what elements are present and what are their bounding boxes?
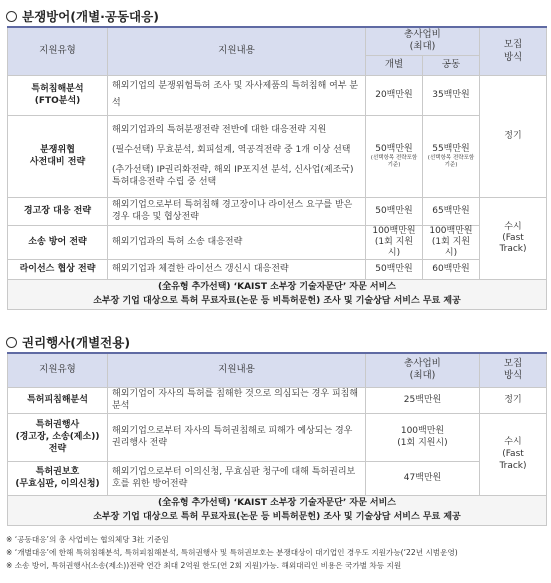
amount-value: 50백만원	[375, 144, 413, 154]
section1-title: 분쟁방어(개별·공동대응)	[6, 7, 159, 25]
table-row	[8, 225, 547, 259]
header-budget: 총사업비 (최대)	[366, 353, 480, 387]
kaist-advisory-note	[8, 279, 547, 309]
header-individual: 개별	[366, 55, 423, 75]
table-row	[8, 461, 547, 495]
row-type: 분쟁위협 사전대비 전략	[8, 115, 108, 197]
dispute-defense-table	[7, 26, 547, 310]
circle-bullet-icon	[6, 11, 17, 22]
method-rolling: 수시 (Fast Track)	[480, 413, 547, 495]
row-desc: 해외기업과의 특허 소송 대응전략	[108, 225, 366, 259]
amount-joint: 65백만원	[423, 197, 480, 225]
amount-individual: 50백만원	[366, 197, 423, 225]
method-rolling: 수시 (Fast Track)	[480, 197, 547, 279]
section2-title: 권리행사(개별전용)	[6, 333, 130, 351]
method-regular: 정기	[480, 387, 547, 413]
note-line: (全유형 추가선택) ‘KAIST 소부장 기술자문단’ 자문 서비스	[158, 282, 396, 292]
circle-bullet-icon	[6, 337, 17, 348]
table-row	[8, 495, 547, 525]
amount-subnote: (선택항목 전략포함 기준)	[370, 155, 418, 168]
table-row	[8, 75, 547, 115]
header-method: 모집 방식	[480, 27, 547, 75]
amount-value: 55백만원	[432, 144, 470, 154]
row-desc	[108, 115, 366, 197]
kaist-advisory-note	[8, 495, 547, 525]
footnote: ※ 소송 방어, 특허권행사(소송(제소))전략 연간 최대 2억원 한도(연 2회 지원)가능. 해외대리인 비용은 국가별 차등 지원	[6, 561, 402, 570]
header-content: 지원내용	[108, 27, 366, 75]
header-type: 지원유형	[8, 353, 108, 387]
amount-value: 100백만원 (1회 지원시)	[366, 413, 480, 461]
footnote: ※ ‘개별대응’에 한해 특허침해분석, 특허피침해분석, 특허권행사 및 특허권보호는 분쟁대상이 대기업인 경우도 지원가능(‘22년 시범운영)	[6, 548, 458, 557]
amount-joint: 60백만원	[423, 259, 480, 279]
table-row	[8, 115, 547, 197]
method-regular: 정기	[480, 75, 547, 197]
amount-subnote: (선택항목 전략포함 기준)	[427, 155, 475, 168]
desc-line: (필수선택) 무효분석, 회피설계, 역공격전략 중 1개 이상 선택	[112, 145, 351, 155]
row-type: 경고장 대응 전략	[8, 197, 108, 225]
footnote: ※ ‘공동대응’의 총 사업비는 협의체당 3社 기준임	[6, 535, 169, 544]
amount-value: 25백만원	[366, 387, 480, 413]
desc-line: (추가선택) IP권리화전략, 해외 IP포지션 분석, 신사업(제조국) 특허대응전략 수립 중 선택	[112, 165, 354, 187]
amount-individual	[366, 115, 423, 197]
table-row	[8, 413, 547, 461]
amount-joint: 35백만원	[423, 75, 480, 115]
row-type: 특허권보호 (무효심판, 이의신청)	[8, 461, 108, 495]
table-row	[8, 387, 547, 413]
header-budget: 총사업비 (최대)	[366, 27, 480, 55]
table-row	[8, 279, 547, 309]
header-method: 모집 방식	[480, 353, 547, 387]
table-row	[8, 197, 547, 225]
table-row	[8, 259, 547, 279]
row-type: 소송 방어 전략	[8, 225, 108, 259]
row-desc: 해외기업으로부터 이의신청, 무효심판 청구에 대해 특허권리보호를 위한 방어전략	[108, 461, 366, 495]
header-joint: 공동	[423, 55, 480, 75]
row-desc: 해외기업으로부터 특허침해 경고장이나 라이선스 요구를 받은 경우 대응 및 협상전략	[108, 197, 366, 225]
note-line: 소부장 기업 대상으로 특허 무료자료(논문 등 비특허문헌) 조사 및 기술상담 서비스 무료 제공	[93, 296, 461, 306]
row-type: 라이선스 협상 전략	[8, 259, 108, 279]
row-type: 특허권행사 (경고장, 소송(제소)) 전략	[8, 413, 108, 461]
row-type: 특허피침해분석	[8, 387, 108, 413]
header-type: 지원유형	[8, 27, 108, 75]
row-desc: 해외기업과 체결한 라이선스 갱신시 대응전략	[108, 259, 366, 279]
header-content: 지원내용	[108, 353, 366, 387]
desc-line: 해외기업과의 특허분쟁전략 전반에 대한 대응전략 지원	[112, 125, 327, 135]
rights-enforcement-table	[7, 352, 547, 526]
row-desc: 해외기업이 자사의 특허를 침해한 것으로 의심되는 경우 피침해분석	[108, 387, 366, 413]
row-desc: 해외기업의 분쟁위험특허 조사 및 자사제품의 특허침해 여부 분석	[108, 75, 366, 115]
amount-individual: 100백만원 (1회 지원시)	[366, 225, 423, 259]
amount-individual: 20백만원	[366, 75, 423, 115]
note-line: (全유형 추가선택) ‘KAIST 소부장 기술자문단’ 자문 서비스	[158, 498, 396, 508]
row-desc: 해외기업으로부터 자사의 특허권침해로 피해가 예상되는 경우 권리행사 전략	[108, 413, 366, 461]
note-line: 소부장 기업 대상으로 특허 무료자료(논문 등 비특허문헌) 조사 및 기술상담 서비스 무료 제공	[93, 512, 461, 522]
amount-individual: 50백만원	[366, 259, 423, 279]
amount-joint	[423, 115, 480, 197]
amount-value: 47백만원	[366, 461, 480, 495]
amount-joint: 100백만원 (1회 지원시)	[423, 225, 480, 259]
row-type: 특허침해분석 (FTO분석)	[8, 75, 108, 115]
